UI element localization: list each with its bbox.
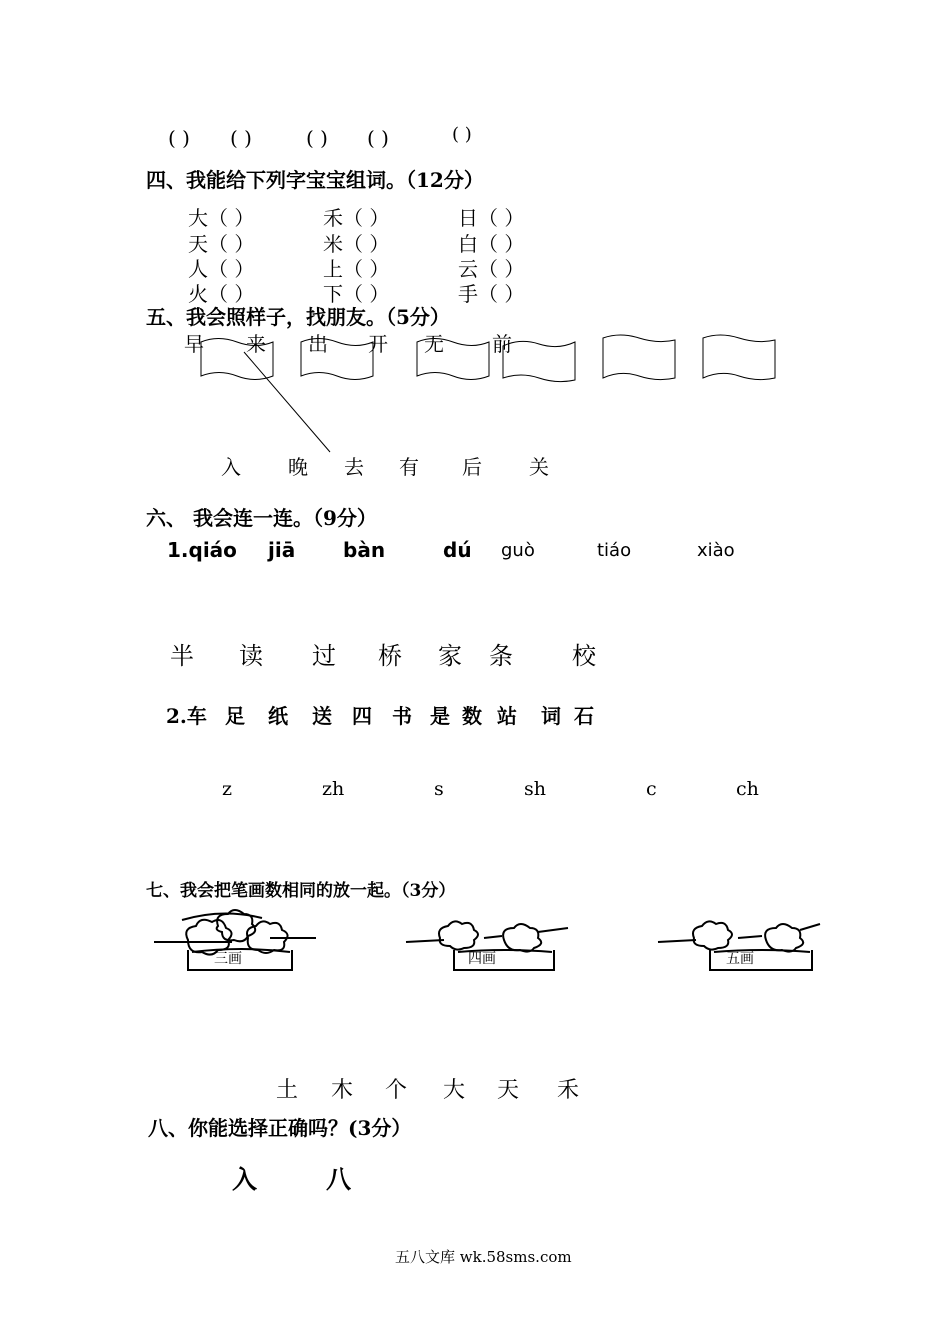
connect-char: 家 xyxy=(438,642,462,670)
initial-item: sh xyxy=(524,778,546,800)
initial-item: zh xyxy=(322,778,345,800)
section-5-title: 五、我会照样子，找朋友。（5分） xyxy=(146,305,450,329)
connect-char: 书 xyxy=(392,704,412,728)
page-footer: 五八文库 wk.58sms.com xyxy=(395,1248,572,1266)
pair-char: 开 xyxy=(368,332,388,356)
pair-char: 前 xyxy=(492,332,512,356)
word-item: 手（ ） xyxy=(458,282,525,306)
pair-char: 早 xyxy=(184,332,204,356)
pinyin-item: 1.qiáo xyxy=(167,538,237,562)
pinyin-item: dú xyxy=(443,538,472,562)
pair-char: 后 xyxy=(462,455,482,479)
answer-paren: ( ) xyxy=(367,126,389,150)
connect-char: 四 xyxy=(352,704,372,728)
stroke-char: 个 xyxy=(385,1078,408,1103)
connect-char: 数 xyxy=(462,704,482,728)
stroke-char: 土 xyxy=(276,1078,299,1103)
stroke-char: 天 xyxy=(497,1078,520,1103)
choice-char: 入 xyxy=(232,1165,258,1194)
connect-char: 桥 xyxy=(378,642,402,670)
pair-char: 入 xyxy=(221,455,241,479)
initial-item: c xyxy=(646,778,657,800)
pinyin-item: jiā xyxy=(268,538,296,562)
connect-char: 足 xyxy=(225,704,245,728)
connect-char: 读 xyxy=(239,642,263,670)
initial-item: s xyxy=(434,778,444,800)
pot-label: 四画 xyxy=(468,951,496,967)
stroke-char: 禾 xyxy=(557,1078,580,1103)
connect-char: 是 xyxy=(430,704,450,728)
word-item: 云（ ） xyxy=(458,257,525,281)
pair-char: 来 xyxy=(246,332,266,356)
connect-char: 条 xyxy=(489,642,513,670)
pot-label: 三画 xyxy=(214,951,242,967)
word-item: 禾（ ） xyxy=(323,206,390,230)
connect-char: 半 xyxy=(170,642,194,670)
answer-paren: ( ) xyxy=(306,126,328,150)
pair-char: 晚 xyxy=(288,455,308,479)
pair-char: 有 xyxy=(399,455,419,479)
choice-char: 八 xyxy=(326,1165,352,1194)
stroke-char: 木 xyxy=(331,1078,354,1103)
section-4-title: 四、我能给下列字宝宝组词。（12分） xyxy=(146,168,484,192)
answer-paren: ( ) xyxy=(230,126,252,150)
initial-item: ch xyxy=(736,778,759,800)
word-item: 人（ ） xyxy=(188,257,255,281)
connect-char: 词 xyxy=(541,704,561,728)
answer-paren: ( ) xyxy=(452,124,472,145)
pinyin-item: tiáo xyxy=(597,540,632,561)
word-item: 米（ ） xyxy=(323,232,390,256)
pair-char: 无 xyxy=(424,332,444,356)
connect-char: 过 xyxy=(312,642,336,670)
pair-char: 去 xyxy=(344,455,364,479)
section-8-title: 八、你能选择正确吗？(3分） xyxy=(148,1116,412,1140)
section-6-title: 六、 我会连一连。（9分） xyxy=(146,506,377,530)
pot-label: 五画 xyxy=(726,951,754,967)
word-item: 上（ ） xyxy=(323,257,390,281)
word-item: 日（ ） xyxy=(458,206,525,230)
pair-char: 出 xyxy=(308,332,328,356)
section-7-title: 七、我会把笔画数相同的放一起。（3分） xyxy=(146,881,456,901)
pair-char: 关 xyxy=(529,455,549,479)
pinyin-item: xiào xyxy=(697,540,735,561)
word-item: 大（ ） xyxy=(188,206,255,230)
word-item: 下（ ） xyxy=(323,282,390,306)
connect-char: 送 xyxy=(312,704,332,728)
answer-paren: ( ) xyxy=(168,126,190,150)
pinyin-item: guò xyxy=(501,540,535,561)
pinyin-item: bàn xyxy=(343,538,386,562)
stroke-char: 大 xyxy=(443,1078,466,1103)
connect-char: 2.车 xyxy=(166,704,207,728)
word-item: 天（ ） xyxy=(188,232,255,256)
connect-char: 站 xyxy=(497,704,517,728)
connect-char: 石 xyxy=(574,704,594,728)
initial-item: z xyxy=(222,778,233,800)
connect-char: 纸 xyxy=(268,704,288,728)
word-item: 火（ ） xyxy=(188,282,255,306)
connect-char: 校 xyxy=(572,642,596,670)
word-item: 白（ ） xyxy=(458,232,525,256)
